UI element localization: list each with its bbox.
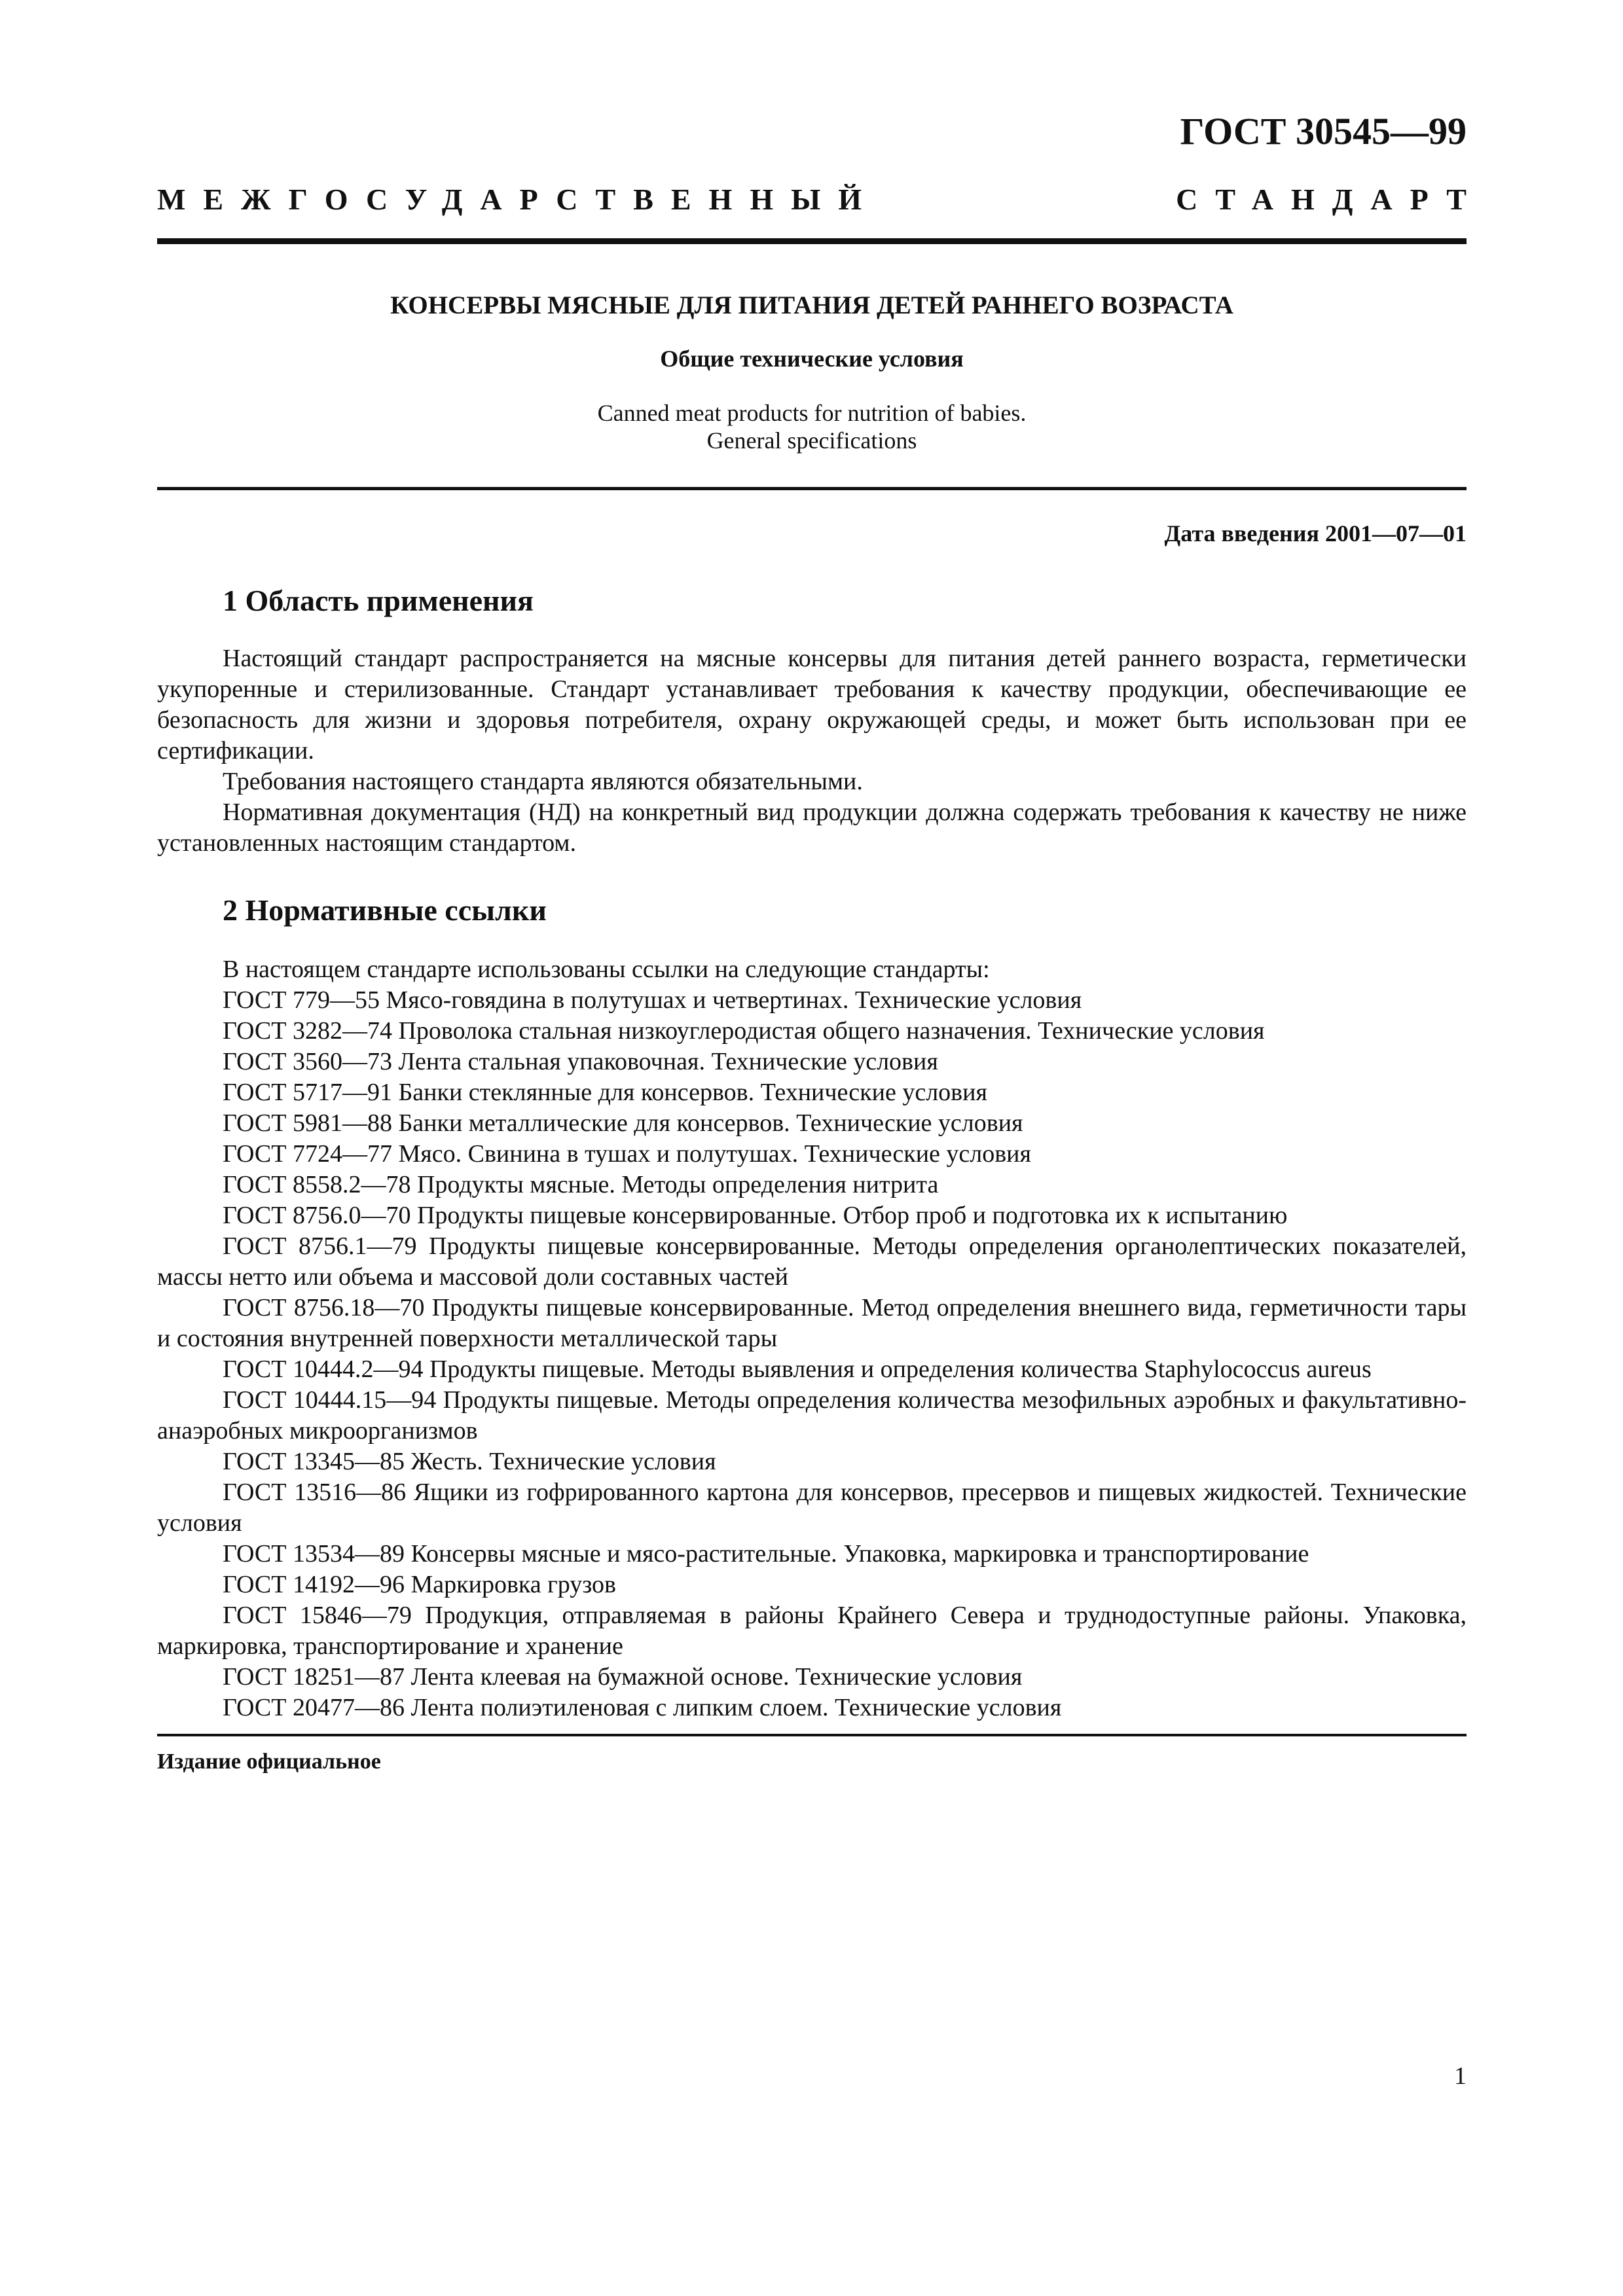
reference-item: ГОСТ 15846—79 Продукция, отправляемая в районы Крайнего Севера и труднодоступные районы. Упаковка, маркировка, транспортирование и хранение: [157, 1602, 1467, 1660]
page-number: 1: [1454, 2062, 1467, 2090]
english-title-line-2: General specifications: [706, 427, 917, 454]
reference-item: ГОСТ 18251—87 Лента клеевая на бумажной основе. Технические условия: [223, 1663, 1023, 1691]
reference-item: ГОСТ 5717—91 Банки стеклянные для консервов. Технические условия: [223, 1079, 987, 1106]
section-1-paragraph: Требования настоящего стандарта являются обязательными.: [223, 768, 863, 795]
reference-item: ГОСТ 13516—86 Ящики из гофрированного картона для консервов, пресервов и пищевых жидкостей. Технические условия: [157, 1479, 1467, 1537]
reference-item: ГОСТ 10444.15—94 Продукты пищевые. Методы определения количества мезофильных аэробных и факультативно-анаэробных микроорганизмов: [157, 1386, 1467, 1444]
reference-item: ГОСТ 3560—73 Лента стальная упаковочная. Технические условия: [223, 1048, 938, 1075]
reference-item: ГОСТ 20477—86 Лента полиэтиленовая с липким слоем. Технические условия: [223, 1694, 1062, 1721]
banner-word-interstate: МЕЖГОСУДАРСТВЕННЫЙ: [157, 183, 880, 216]
document-subtitle: Общие технические условия: [660, 346, 964, 372]
reference-item: ГОСТ 8756.0—70 Продукты пищевые консервированные. Отбор проб и подготовка их к испытанию: [223, 1202, 1288, 1229]
reference-item: ГОСТ 8756.18—70 Продукты пищевые консервированные. Метод определения внешнего вида, герметичности тары и состояния внутренней поверхности металлической тары: [157, 1294, 1467, 1352]
document-page: [157, 98, 1484, 1774]
reference-item: ГОСТ 3282—74 Проволока стальная низкоуглеродистая общего назначения. Технические условия: [223, 1017, 1265, 1045]
document-title: КОНСЕРВЫ МЯСНЫЕ ДЛЯ ПИТАНИЯ ДЕТЕЙ РАННЕГО ВОЗРАСТА: [390, 291, 1233, 319]
effective-date: Дата введения 2001—07—01: [1164, 520, 1467, 547]
reference-item: ГОСТ 7724—77 Мясо. Свинина в тушах и полутушах. Технические условия: [223, 1140, 1031, 1168]
section-1-heading: 1 Область применения: [223, 584, 534, 617]
reference-item: ГОСТ 8558.2—78 Продукты мясные. Методы определения нитрита: [223, 1171, 939, 1198]
references-intro: В настоящем стандарте использованы ссылки на следующие стандарты:: [223, 956, 990, 983]
reference-item: ГОСТ 5981—88 Банки металлические для консервов. Технические условия: [223, 1109, 1023, 1137]
reference-item: ГОСТ 14192—96 Маркировка грузов: [223, 1571, 616, 1598]
reference-item: ГОСТ 13345—85 Жесть. Технические условия: [223, 1448, 716, 1475]
header-rule: [157, 238, 1467, 244]
reference-item: ГОСТ 10444.2—94 Продукты пищевые. Методы выявления и определения количества Staphylococcus aureus: [223, 1355, 1372, 1383]
section-2-body: [157, 954, 1467, 1723]
document-code: ГОСТ 30545—99: [1180, 110, 1467, 152]
interstate-standard-banner: [157, 183, 1484, 216]
footer-rule: [157, 1734, 1467, 1736]
reference-item: ГОСТ 13534—89 Консервы мясные и мясо-растительные. Упаковка, маркировка и транспортирование: [223, 1540, 1309, 1568]
english-title: [157, 399, 1467, 454]
official-edition-label: Издание официальное: [157, 1749, 381, 1774]
title-rule: [157, 487, 1467, 490]
reference-item: ГОСТ 8756.1—79 Продукты пищевые консервированные. Методы определения органолептических показателей, массы нетто или объема и массовой доли составных частей: [157, 1232, 1467, 1291]
section-2-heading: 2 Нормативные ссылки: [223, 893, 547, 927]
section-1-body: [157, 643, 1467, 859]
section-1-paragraph: Настоящий стандарт распространяется на мясные консервы для питания детей раннего возраста, герметически укупоренные и стерилизованные. Стандарт устанавливает требования к качеству продукции, обеспечивающие ее безопасность для жизни и здоровья потребителя, охрану окружающей среды, и может быть использован при ее сертификации.: [157, 645, 1467, 764]
english-title-line-1: Canned meat products for nutrition of babies.: [597, 400, 1027, 426]
section-1-paragraph: Нормативная документация (НД) на конкретный вид продукции должна содержать требования к качеству не ниже установленных настоящим стандартом.: [157, 798, 1467, 857]
banner-word-standard: СТАНДАРТ: [1176, 183, 1484, 216]
reference-item: ГОСТ 779—55 Мясо-говядина в полутушах и четвертинах. Технические условия: [223, 986, 1082, 1014]
